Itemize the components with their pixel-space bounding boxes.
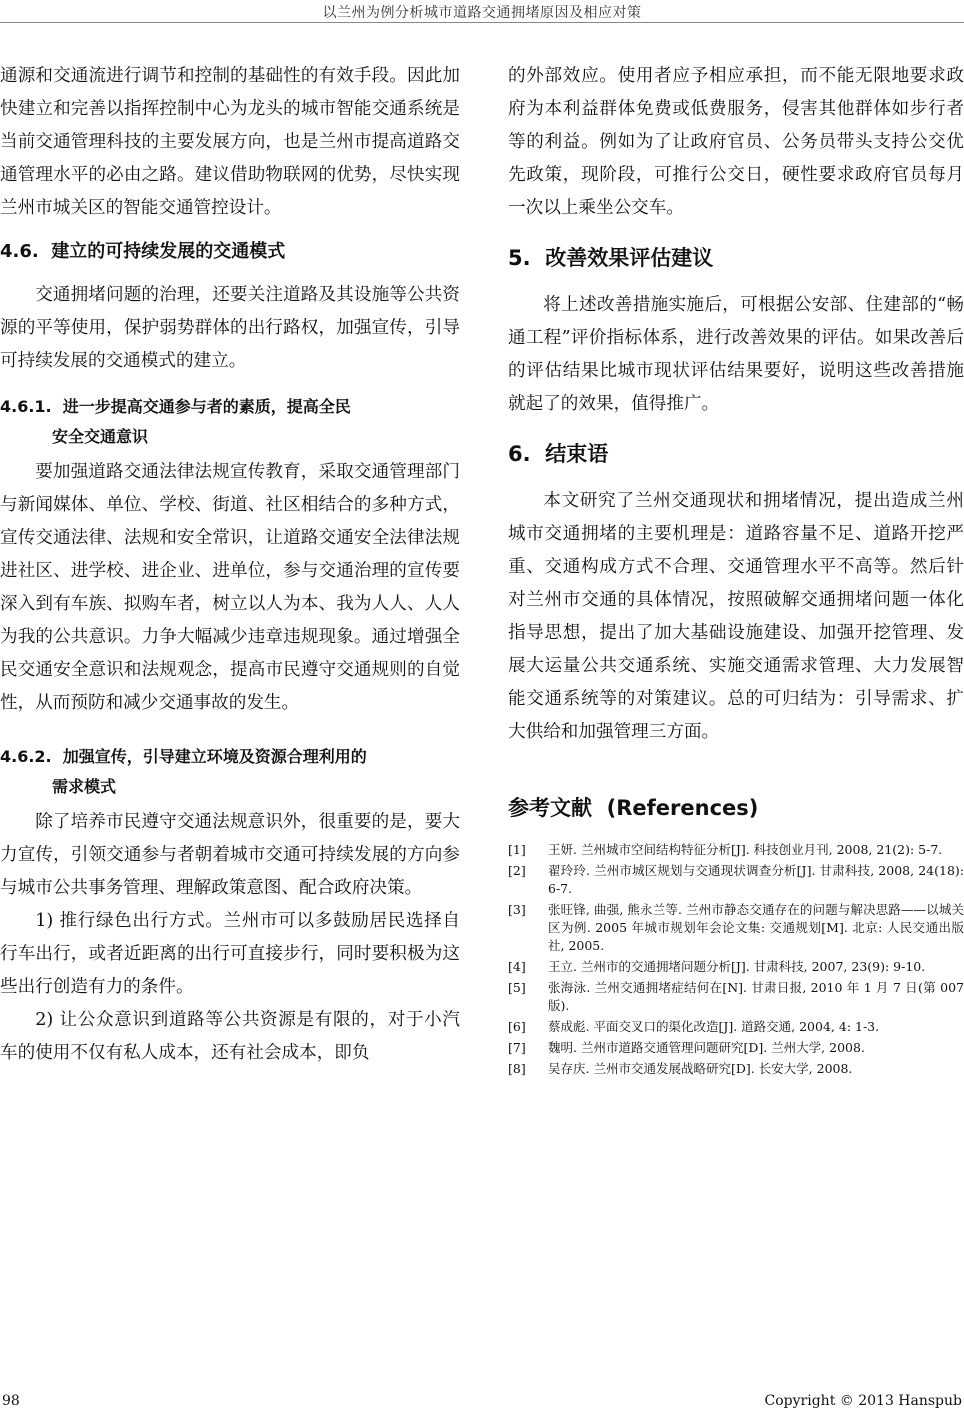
reference-list — [508, 841, 964, 1078]
reference-item — [508, 841, 964, 859]
heading-number: 4.6.1. — [0, 397, 52, 416]
paragraph-4-6: 交通拥堵问题的治理，还要关注道路及其设施等公共资源的平等使用，保护弱势群体的出行路权，加强宣传，引导可持续发展的交通模式的建立。 — [0, 285, 460, 371]
header-rule — [0, 22, 964, 23]
heading-text: 进一步提高交通参与者的素质，提高全民 — [62, 397, 351, 416]
left-column — [0, 60, 460, 1070]
paragraph-intro: 通源和交通流进行调节和控制的基础性的有效手段。因此加快建立和完善以指挥控制中心为龙头的城市智能交通系统是当前交通管理科技的主要发展方向，也是兰州市提高道路交通管理水平的必由之路。建议借助物联网的优势，尽快实现兰州市城关区的智能交通管控设计。 — [0, 66, 460, 218]
heading-number: 5. — [508, 246, 531, 270]
reference-number: [4] — [508, 959, 526, 974]
running-header: 以兰州为例分析城市道路交通拥堵原因及相应对策 — [322, 5, 642, 21]
reference-text: 蔡成彪. 平面交叉口的渠化改造[J]. 道路交通, 2004, 4: 1-3. — [548, 1019, 880, 1034]
heading-4-6-2 — [0, 742, 460, 802]
heading-text-cont: 需求模式 — [52, 777, 117, 796]
reference-item — [508, 958, 964, 976]
reference-number: [8] — [508, 1061, 526, 1076]
heading-text: 加强宣传，引导建立环境及资源合理利用的 — [62, 747, 367, 766]
paragraph-4-6-2-c: 2) 让公众意识到道路等公共资源是有限的，对于小汽车的使用不仅有私人成本，还有社会成本，即负 — [0, 1010, 460, 1063]
paragraph-4-6-2-b: 1) 推行绿色出行方式。兰州市可以多鼓励居民选择自行车出行，或者近距离的出行可直接步行，同时要积极为这些出行创造有力的条件。 — [0, 911, 460, 997]
heading-number: 6. — [508, 442, 531, 466]
reference-text: 王妍. 兰州城市空间结构特征分析[J]. 科技创业月刊, 2008, 21(2): 5-7. — [548, 842, 943, 857]
reference-number: [3] — [508, 902, 526, 917]
reference-text: 魏明. 兰州市道路交通管理问题研究[D]. 兰州大学, 2008. — [548, 1040, 865, 1055]
reference-item — [508, 1018, 964, 1036]
heading-number: 4.6. — [0, 241, 39, 262]
reference-item — [508, 901, 964, 955]
heading-text: 改善效果评估建议 — [545, 246, 714, 270]
reference-number: [6] — [508, 1019, 526, 1034]
reference-number: [2] — [508, 863, 526, 878]
reference-text: 张旺锋, 曲强, 熊永兰等. 兰州市静态交通存在的问题与解决思路——以城关区为例. 2005 年城市规划年会论文集: 交通规划[M]. 北京: 人民交通出版社, 2005. — [548, 902, 964, 953]
heading-4-6 — [0, 239, 460, 265]
right-column — [508, 60, 964, 1081]
reference-item — [508, 1039, 964, 1057]
paragraph-continued: 的外部效应。使用者应予相应承担，而不能无限地要求政府为本利益群体免费或低费服务，侵害其他群体如步行者等的利益。例如为了让政府官员、公务员带头支持公交优先政策，现阶段，可推行公交日，硬性要求政府官员每月一次以上乘坐公交车。 — [508, 66, 964, 218]
paragraph-4-6-1: 要加强道路交通法律法规宣传教育，采取交通管理部门与新闻媒体、单位、学校、街道、社区相结合的多种方式，宣传交通法律、法规和安全常识，让道路交通安全法律法规进社区、进学校、进企业、进单位，参与交通治理的宣传要深入到有车族、拟购车者，树立以人为本、我为人人、人人为我的公共意识。力争大幅减少违章违规现象。通过增强全民交通安全意识和法规观念，提高市民遵守交通规则的自觉性，从而预防和减少交通事故的发生。 — [0, 462, 460, 713]
paragraph-section-6: 本文研究了兰州交通现状和拥堵情况，提出造成兰州城市交通拥堵的主要机理是：道路容量不足、道路开挖严重、交通构成方式不合理、交通管理水平不高等。然后针对兰州市交通的具体情况，按照破解交通拥堵问题一体化指导思想，提出了加大基础设施建设、加强开挖管理、发展大运量公共交通系统、实施交通需求管理、大力发展智能交通系统等的对策建议。总的可归结为：引导需求、扩大供给和加强管理三方面。 — [508, 491, 964, 742]
paragraph-4-6-2-a: 除了培养市民遵守交通法规意识外，很重要的是，要大力宣传，引领交通参与者朝着城市交通可持续发展的方向参与城市公共事务管理、理解政策意图、配合政府决策。 — [0, 812, 460, 898]
reference-number: [7] — [508, 1040, 526, 1055]
reference-text: 张海泳. 兰州交通拥堵症结何在[N]. 甘肃日报, 2010 年 1 月 7 日(第 007 版). — [548, 980, 964, 1013]
reference-item — [508, 862, 964, 898]
reference-text: 翟玲玲. 兰州市城区规划与交通现状调查分析[J]. 甘肃科技, 2008, 24(18): 6-7. — [548, 863, 964, 896]
paragraph-section-5: 将上述改善措施实施后，可根据公安部、住建部的“畅通工程”评价指标体系，进行改善效果的评估。如果改善后的评估结果比城市现状评估结果要好，说明这些改善措施就起了的效果，值得推广。 — [508, 295, 964, 414]
heading-text: 建立的可持续发展的交通模式 — [51, 241, 286, 262]
reference-number: [5] — [508, 980, 526, 995]
reference-number: [1] — [508, 842, 526, 857]
reference-text: 王立. 兰州市的交通拥堵问题分析[J]. 甘肃科技, 2007, 23(9): 9-10. — [548, 959, 926, 974]
reference-item — [508, 1060, 964, 1078]
reference-text: 吴存庆. 兰州市交通发展战略研究[D]. 长安大学, 2008. — [548, 1061, 853, 1076]
reference-item — [508, 979, 964, 1015]
references-heading — [508, 793, 964, 823]
heading-text: 结束语 — [545, 442, 609, 466]
heading-section-5 — [508, 243, 964, 273]
references-title: 参考文献 — [508, 796, 592, 820]
heading-text-cont: 安全交通意识 — [52, 427, 149, 446]
copyright-notice: Copyright © 2013 Hanspub — [764, 1393, 962, 1409]
heading-4-6-1 — [0, 392, 460, 452]
heading-number: 4.6.2. — [0, 747, 52, 766]
references-title-en: (References) — [606, 796, 759, 820]
heading-section-6 — [508, 439, 964, 469]
page-number: 98 — [2, 1393, 20, 1409]
